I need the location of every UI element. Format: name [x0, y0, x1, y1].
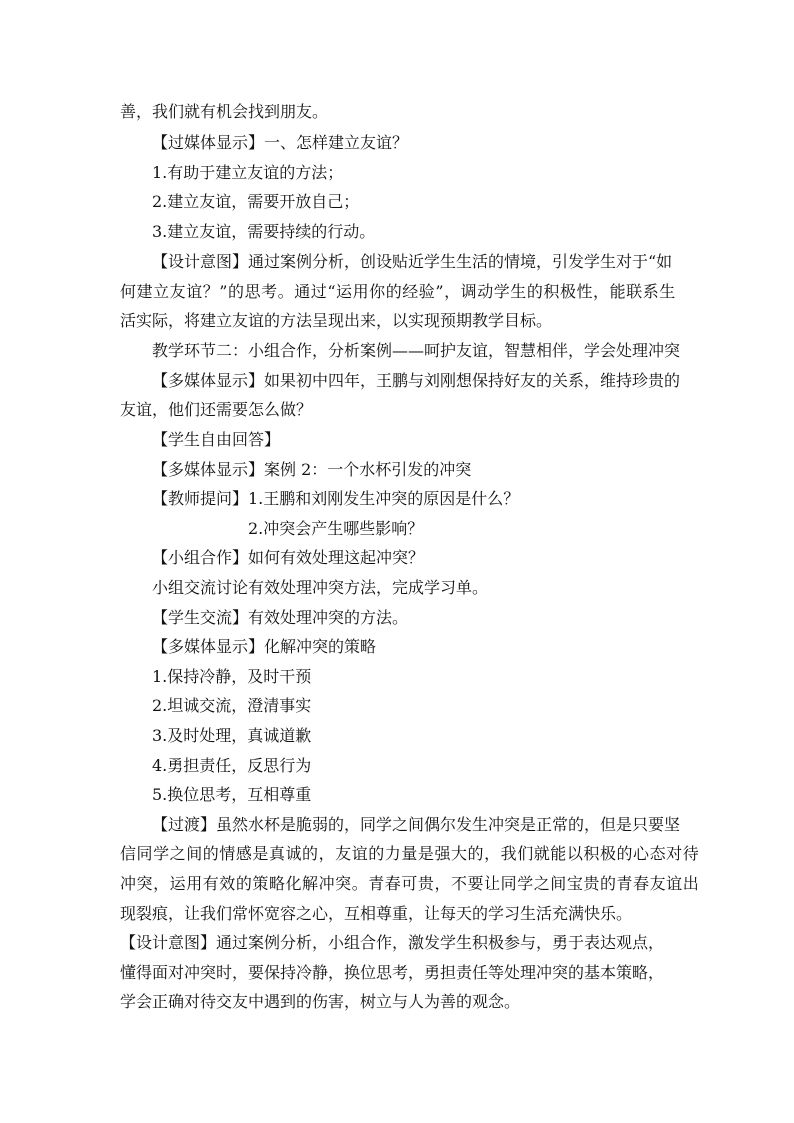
transition-line: 【过渡】虽然水杯是脆弱的，同学之间偶尔发生冲突是正常的，但是只要坚	[152, 815, 681, 834]
student-answer-line: 【学生自由回答】	[152, 430, 281, 449]
paragraph-line: 冲突，运用有效的策略化解冲突。青春可贵，不要让同学之间宝贵的青春友谊出	[120, 874, 700, 893]
design-intent-line: 【设计意图】通过案例分析，小组合作，激发学生积极参与，勇于表达观点，	[120, 933, 665, 952]
teacher-question-line: 【教师提问】1.王鹏和刘刚发生冲突的原因是什么？	[152, 489, 520, 508]
paragraph-line: 懂得面对冲突时，要保持冷静，换位思考，勇担责任等处理冲突的基本策略，	[120, 963, 665, 982]
teacher-question-line: 2.冲突会产生哪些影响？	[248, 519, 424, 538]
list-item: 2.建立友谊，需要开放自己；	[152, 192, 360, 211]
list-item: 3.及时处理，真诚道歉	[152, 726, 312, 745]
paragraph-line: 信同学之间的情感是真诚的，友谊的力量是强大的，我们就能以积极的心态对待	[120, 844, 700, 863]
list-item: 3.建立友谊，需要持续的行动。	[152, 222, 376, 241]
list-item: 1.保持冷静，及时干预	[152, 667, 312, 686]
paragraph-line: 何建立友谊？”的思考。通过“运用你的经验”，调动学生的积极性，能联系生	[120, 282, 676, 301]
list-item: 5.换位思考，互相尊重	[152, 785, 312, 804]
list-item: 2.坦诚交流，澄清事实	[152, 696, 312, 715]
design-intent-line: 【设计意图】通过案例分析，创设贴近学生生活的情境，引发学生对于“如	[152, 252, 673, 271]
list-item: 1.有助于建立友谊的方法；	[152, 163, 344, 182]
paragraph-line: 学会正确对待交友中遇到的伤害，树立与人为善的观念。	[120, 992, 521, 1011]
paragraph-line: 小组交流讨论有效处理冲突方法，完成学习单。	[152, 578, 489, 597]
media-display-line: 【多媒体显示】如果初中四年，王鹏与刘刚想保持好友的关系，维持珍贵的	[152, 371, 681, 390]
paragraph-line: 善，我们就有机会找到朋友。	[120, 102, 329, 121]
media-display-heading: 【过媒体显示】一、怎样建立友谊？	[152, 133, 409, 152]
media-display-line: 【多媒体显示】化解冲突的策略	[152, 637, 377, 656]
group-work-line: 【小组合作】如何有效处理这起冲突？	[152, 548, 425, 567]
paragraph-line: 现裂痕，让我们常怀宽容之心，互相尊重，让每天的学习生活充满快乐。	[120, 904, 633, 923]
student-exchange-line: 【学生交流】有效处理冲突的方法。	[152, 608, 409, 627]
list-item: 4.勇担责任，反思行为	[152, 756, 312, 775]
paragraph-line: 活实际，将建立友谊的方法呈现出来，以实现预期教学目标。	[120, 311, 553, 330]
section-heading: 教学环节二：小组合作，分析案例——呵护友谊，智慧相伴，学会处理冲突	[152, 341, 681, 360]
media-display-line: 【多媒体显示】案例 2：一个水杯引发的冲突	[152, 460, 472, 479]
paragraph-line: 友谊，他们还需要怎么做？	[120, 400, 313, 419]
